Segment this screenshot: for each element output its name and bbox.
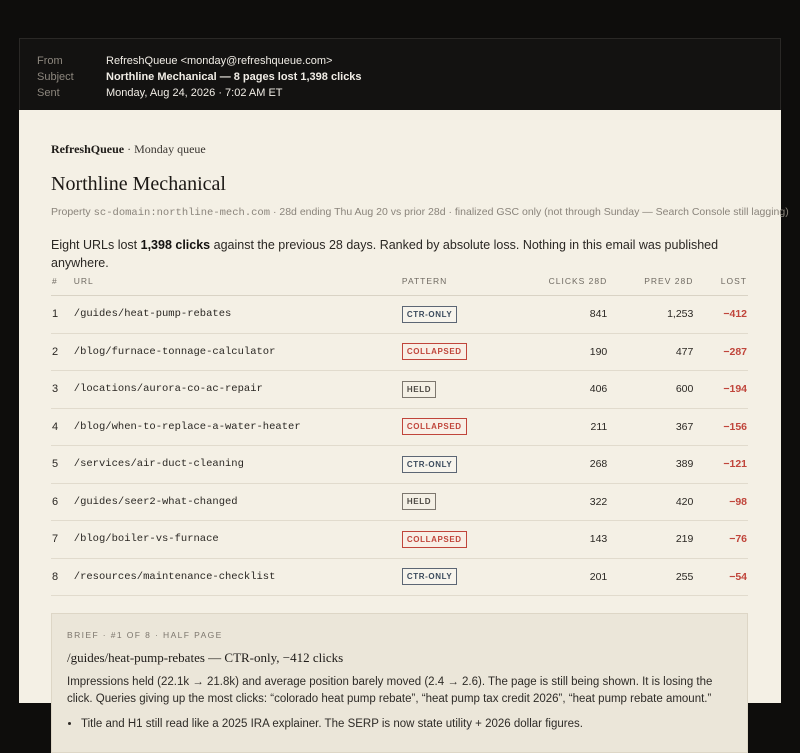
table-row [51,483,748,521]
row-url[interactable]: /guides/seer2-what-changed [73,483,401,521]
table-row [51,408,748,446]
row-clicks: 322 [512,483,608,521]
row-clicks: 190 [512,333,608,371]
table-header-row [51,266,748,296]
row-prev: 420 [608,483,694,521]
pattern-badge: COLLAPSED [402,531,467,548]
table-row [51,296,748,334]
row-clicks: 211 [512,408,608,446]
brief-text: Impressions held (22.1k → 21.8k) and average position barely moved (2.4 → 2.6). The page is still being shown. It is losing the click. Queries giving up the most clicks: “colorado heat pump rebate”, “heat pump tax credit 2026”, “heat pump rebate amount.” [67,676,713,705]
email-header [19,38,781,110]
brief-label: BRIEF · #1 OF 8 · HALF PAGE [67,630,223,640]
loss-table [51,266,748,596]
col-rank: # [51,266,73,296]
table-row [51,371,748,409]
row-lost: −76 [694,521,748,559]
row-pattern-cell [401,296,512,334]
row-pattern-cell [401,408,512,446]
pattern-badge: HELD [402,493,436,510]
row-rank: 8 [51,558,73,596]
row-lost: −121 [694,446,748,484]
pattern-badge: CTR-ONLY [402,568,457,585]
row-url[interactable]: /locations/aurora-co-ac-repair [73,371,401,409]
row-prev: 389 [608,446,694,484]
row-url[interactable]: /blog/when-to-replace-a-water-heater [73,408,401,446]
pattern-badge: CTR-ONLY [402,306,457,323]
meta-prefix: Property [51,206,94,218]
pattern-badge: COLLAPSED [402,418,467,435]
row-prev: 600 [608,371,694,409]
meta-suffix: · 28d ending Thu Aug 20 vs prior 28d · finalized GSC only (not through Sunday — Search Console still lagging) [270,206,789,218]
row-url[interactable]: /services/air-duct-cleaning [73,446,401,484]
row-clicks: 268 [512,446,608,484]
row-pattern-cell [401,483,512,521]
brief-title: /guides/heat-pump-rebates — CTR-only, −412 clicks [67,650,344,665]
row-rank: 4 [51,408,73,446]
page-title: Northline Mechanical [51,173,226,195]
row-prev: 1,253 [608,296,694,334]
col-clicks: CLICKS 28D [512,266,608,296]
row-rank: 7 [51,521,73,559]
pattern-badge: CTR-ONLY [402,456,457,473]
row-clicks: 201 [512,558,608,596]
row-pattern-cell [401,558,512,596]
row-url[interactable]: /guides/heat-pump-rebates [73,296,401,334]
sent-row [37,85,780,101]
row-lost: −54 [694,558,748,596]
row-rank: 3 [51,371,73,409]
row-rank: 1 [51,296,73,334]
col-lost: LOST [694,266,748,296]
row-lost: −194 [694,371,748,409]
table-row [51,521,748,559]
row-prev: 255 [608,558,694,596]
row-clicks: 143 [512,521,608,559]
from-row [37,53,780,69]
row-lost: −412 [694,296,748,334]
brief-card [51,613,748,753]
row-prev: 367 [608,408,694,446]
from-value[interactable]: RefreshQueue <monday@refreshqueue.com> [106,55,333,67]
col-prev: PREV 28D [608,266,694,296]
email-body [19,110,789,730]
col-pattern: PATTERN [401,266,512,296]
row-rank: 5 [51,446,73,484]
row-lost: −156 [694,408,748,446]
table-row [51,446,748,484]
row-prev: 477 [608,333,694,371]
row-url[interactable]: /blog/furnace-tonnage-calculator [73,333,401,371]
row-pattern-cell [401,371,512,409]
brief-bullet: • Title and H1 still read like a 2025 IRA explainer. The SERP is now state utility + 2026 dollar figures. [81,716,732,732]
subject-value: Northline Mechanical — 8 pages lost 1,398 clicks [106,71,362,83]
brief-bullets [67,716,732,732]
email-window [19,38,789,730]
subject-label: Subject [37,71,74,83]
row-pattern-cell [401,333,512,371]
subject-row [37,69,780,85]
row-clicks: 406 [512,371,608,409]
row-prev: 219 [608,521,694,559]
lede-suffix: against the previous 28 days. Ranked by absolute loss. Nothing in this email was published anywhere. [51,238,719,270]
table-row [51,333,748,371]
row-pattern-cell [401,521,512,559]
row-rank: 2 [51,333,73,371]
row-pattern-cell [401,446,512,484]
row-url[interactable]: /resources/maintenance-checklist [73,558,401,596]
lede-prefix: Eight URLs lost [51,238,141,252]
lede-total: 1,398 clicks [140,238,211,252]
sent-label: Sent [37,87,60,99]
property-id: sc-domain:northline-mech.com [93,207,271,219]
pattern-badge: COLLAPSED [402,343,467,360]
brand-line [51,140,749,158]
table-row [51,558,748,596]
row-lost: −98 [694,483,748,521]
sent-value: Monday, Aug 24, 2026 · 7:02 AM ET [106,87,283,99]
row-url[interactable]: /blog/boiler-vs-furnace [73,521,401,559]
col-url: URL [73,266,401,296]
brand-suffix: · Monday queue [124,142,206,156]
from-label: From [37,55,63,67]
row-lost: −287 [694,333,748,371]
report-meta [51,204,789,220]
row-rank: 6 [51,483,73,521]
row-clicks: 841 [512,296,608,334]
summary-lede [51,236,749,270]
pattern-badge: HELD [402,381,436,398]
brand-name: RefreshQueue [51,142,125,156]
